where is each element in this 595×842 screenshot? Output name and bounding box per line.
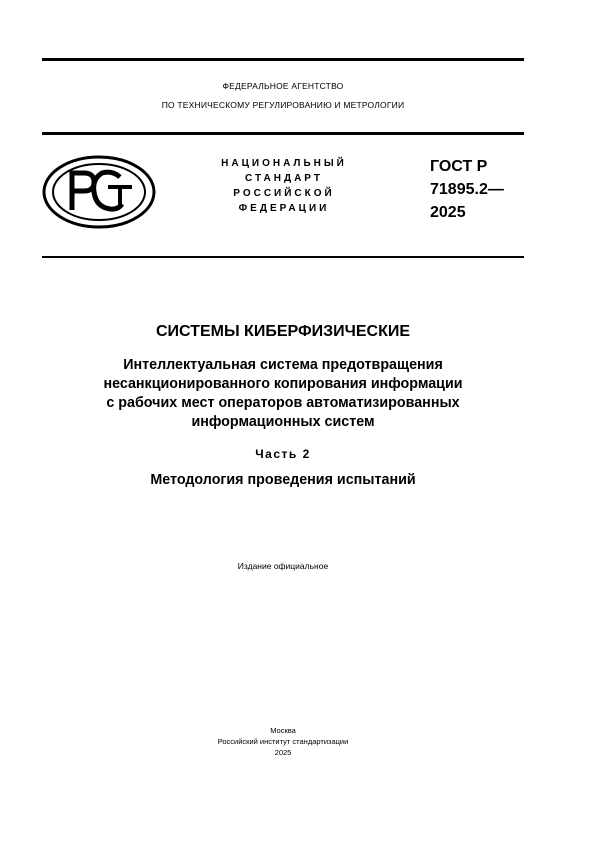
document-main-title: СИСТЕМЫ КИБЕРФИЗИЧЕСКИЕ: [155, 323, 411, 340]
standard-type-line1: НАЦИОНАЛЬНЫЙ: [221, 158, 347, 169]
agency-name-line1: ФЕДЕРАЛЬНОЕ АГЕНТСТВО: [222, 81, 344, 91]
standard-designation: [430, 155, 504, 224]
part-number: Часть 2: [255, 447, 311, 461]
standard-type-line4: ФЕДЕРАЦИИ: [238, 203, 330, 214]
part-title: Методология проведения испытаний: [150, 472, 416, 488]
document-subtitle: [42, 356, 524, 432]
standard-type-line3: РОССИЙСКОЙ: [233, 188, 335, 199]
subtitle-line: информационных систем: [191, 414, 375, 430]
subtitle-line: с рабочих мест операторов автоматизированных: [106, 395, 460, 411]
designation-line2: 71895.2—: [430, 181, 504, 198]
imprint: [42, 725, 524, 758]
agency-name-line2: ПО ТЕХНИЧЕСКОМУ РЕГУЛИРОВАНИЮ И МЕТРОЛОГИИ: [161, 100, 405, 110]
imprint-city: Москва: [270, 726, 296, 735]
header-rule: [42, 132, 524, 135]
top-rule: [42, 58, 524, 61]
standard-type-line2: СТАНДАРТ: [245, 173, 323, 184]
rst-mark-icon: [42, 155, 156, 229]
subtitle-line: несанкционированного копирования информации: [103, 376, 463, 392]
imprint-publisher: Российский институт стандартизации: [217, 737, 349, 746]
subtitle-line: Интеллектуальная система предотвращения: [123, 357, 443, 373]
imprint-year: 2025: [274, 748, 292, 757]
edition-label: Издание официальное: [237, 561, 329, 571]
standard-type: [186, 156, 382, 216]
rst-logo-svg: [42, 155, 156, 229]
designation-line3: 2025: [430, 204, 466, 221]
logo-section-rule: [42, 256, 524, 258]
designation-line1: ГОСТ Р: [430, 158, 488, 175]
